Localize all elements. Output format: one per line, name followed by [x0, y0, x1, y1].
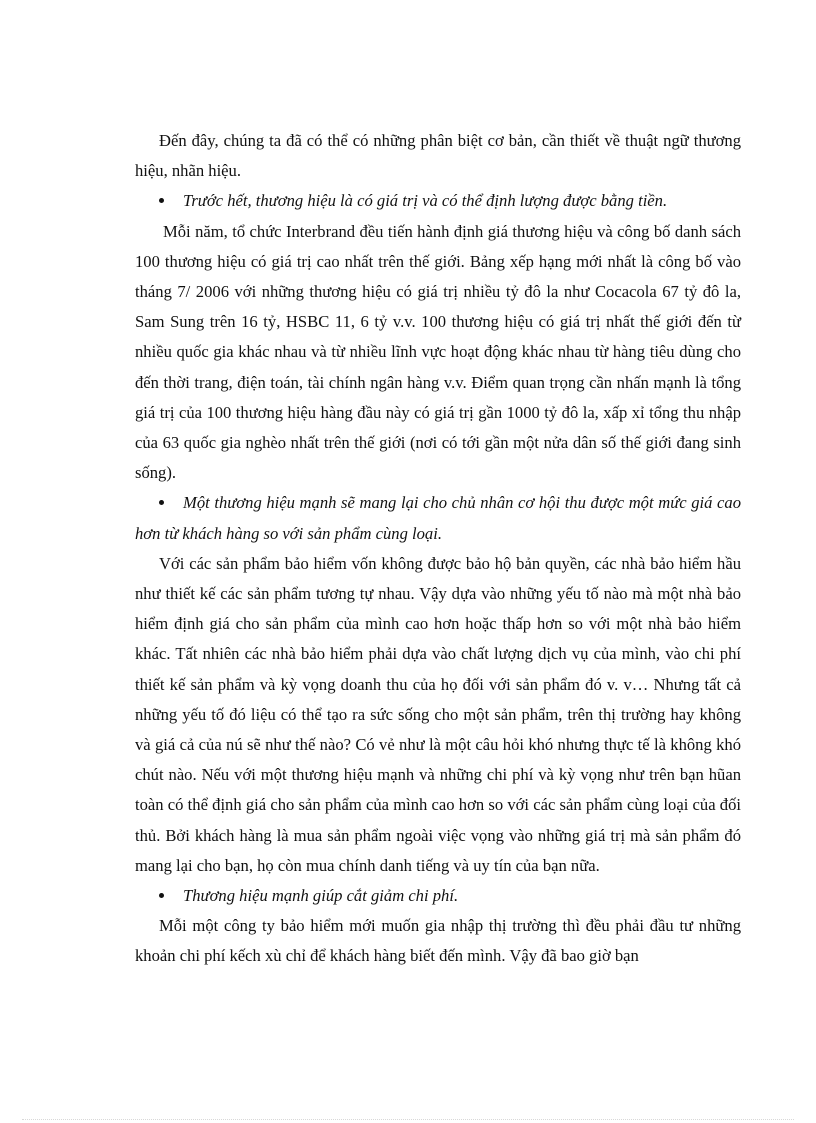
- bullet-icon: [159, 500, 164, 505]
- bullet-item-value: [135, 186, 741, 216]
- intro-paragraph: Đến đây, chúng ta đã có thể có những phân biệt cơ bản, cần thiết về thuật ngữ thương hiệu, nhãn hiệu.: [135, 131, 741, 181]
- bullet-text: Trước hết, thương hiệu là có giá trị và có thể định lượng được bằng tiền.: [183, 191, 668, 211]
- bullet-icon: [159, 893, 164, 898]
- page-body: [135, 126, 741, 972]
- bullet-item-price: [135, 488, 741, 548]
- bullet-text: Thương hiệu mạnh giúp cắt giảm chi phí.: [183, 886, 459, 906]
- bullet-text: Một thương hiệu mạnh sẽ mang lại cho chủ nhân cơ hội thu được một mức giá cao hơn từ khách hàng so với sản phẩm cùng loại.: [135, 493, 741, 543]
- page-bottom-divider: [22, 1119, 794, 1120]
- bullet-icon: [159, 198, 164, 203]
- cost-paragraph: Mỗi một công ty bảo hiểm mới muốn gia nhập thị trường thì đều phải đầu tư những khoản chi phí kếch xù chỉ để khách hàng biết đến mình. Vậy đã bao giờ bạn: [135, 916, 741, 966]
- insurance-paragraph: Với các sản phẩm bảo hiểm vốn không được bảo hộ bản quyền, các nhà bảo hiểm hầu như thiết kế các sản phẩm tương tự nhau. Vậy dựa vào những yếu tố nào mà một nhà bảo hiểm định giá cho sản phẩm của mình cao hơn hoặc thấp hơn so với một nhà bảo hiểm khác. Tất nhiên các nhà bảo hiểm phải dựa vào chất lượng dịch vụ của mình, vào chi phí thiết kế sản phẩm và kỳ vọng doanh thu của họ đối với sản phẩm đó v. v… Nhưng tất cả những yếu tố đó liệu có thể tạo ra sức sống cho một sản phẩm, trên thị trường hay không và giá cả của nú sẽ như thế nào? Có vẻ như là một câu hỏi khó nhưng thực tế là không khó chút nào. Nếu với một thương hiệu mạnh và những chi phí và kỳ vọng như trên bạn hũan toàn có thể định giá cho sản phẩm của mình cao hơn so với các sản phẩm cùng loại của đối thủ. Bởi khách hàng là mua sản phẩm ngoài việc vọng vào những giá trị mà sản phẩm đó mang lại cho bạn, họ còn mua chính danh tiếng và uy tín của bạn nữa.: [135, 553, 741, 875]
- interbrand-paragraph: Mỗi năm, tổ chức Interbrand đều tiến hành định giá thương hiệu và công bố danh sách 100 thương hiệu có giá trị cao nhất trên thế giới. Bảng xếp hạng mới nhất là công bố vào tháng 7/ 2006 với những thương hiệu có giá trị nhiều tỷ đô la như Cocacola 67 tỷ đô la, Sam Sung trên 16 tỷ, HSBC 11, 6 tỷ v.v. 100 thương hiệu có giá trị nhất thế giới đến từ nhiều quốc gia khác nhau và từ nhiều lĩnh vực hoạt động khác nhau từ hàng tiêu dùng cho đến thời trang, điện toán, tài chính ngân hàng v.v. Điểm quan trọng cần nhấn mạnh là tổng giá trị của 100 thương hiệu hàng đầu này có giá trị gần 1000 tỷ đô la, xấp xỉ tổng thu nhập của 63 quốc gia nghèo nhất trên thế giới (nơi có tới gần một nửa dân số thế giới đang sinh sống).: [135, 221, 741, 483]
- bullet-item-cost: [135, 881, 741, 911]
